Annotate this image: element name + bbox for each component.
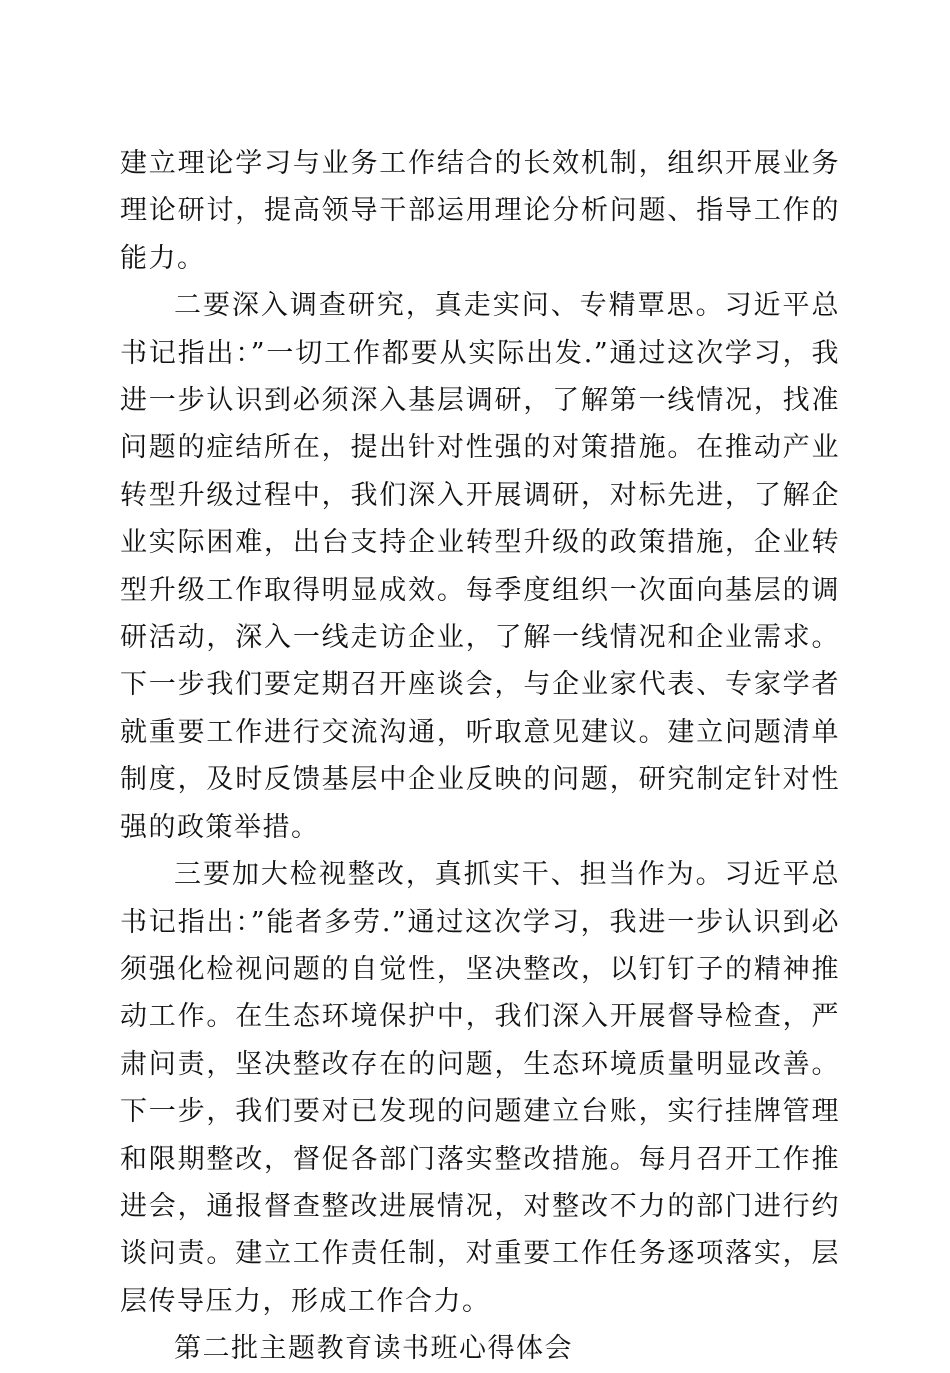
paragraph-1: 建立理论学习与业务工作结合的长效机制，组织开展业务理论研讨，提高领导干部运用理论分析问题、指导工作的能力。 <box>120 148 840 274</box>
section-heading: 第二批主题教育读书班心得体会 <box>174 1333 573 1365</box>
paragraph-3: 三要加大检视整改，真抓实干、担当作为。习近平总书记指出：”能者多劳.”通过这次学习，我进一步认识到必须强化检视问题的自觉性，坚决整改，以钉钉子的精神推动工作。在生态环境保护中，我们深入开展督导检查，严肃问责，坚决整改存在的问题，生态环境质量明显改善。下一步，我们要对已发现的问题建立台账，实行挂牌管理和限期整改，督促各部门落实整改措施。每月召开工作推进会，通报督查整改进展情况，对整改不力的部门进行约谈问责。建立工作责任制，对重要工作任务逐项落实，层层传导压力，形成工作合力。 <box>120 859 840 1317</box>
document-body <box>120 140 840 1373</box>
paragraph-2: 二要深入调查研究，真走实问、专精覃思。习近平总书记指出：”一切工作都要从实际出发.”通过这次学习，我进一步认识到必须深入基层调研，了解第一线情况，找准问题的症结所在，提出针对性强的对策措施。在推动产业转型升级过程中，我们深入开展调研，对标先进，了解企业实际困难，出台支持企业转型升级的政策措施，企业转型升级工作取得明显成效。每季度组织一次面向基层的调研活动，深入一线走访企业，了解一线情况和企业需求。下一步我们要定期召开座谈会，与企业家代表、专家学者就重要工作进行交流沟通，听取意见建议。建立问题清单制度，及时反馈基层中企业反映的问题，研究制定针对性强的政策举措。 <box>120 290 840 843</box>
